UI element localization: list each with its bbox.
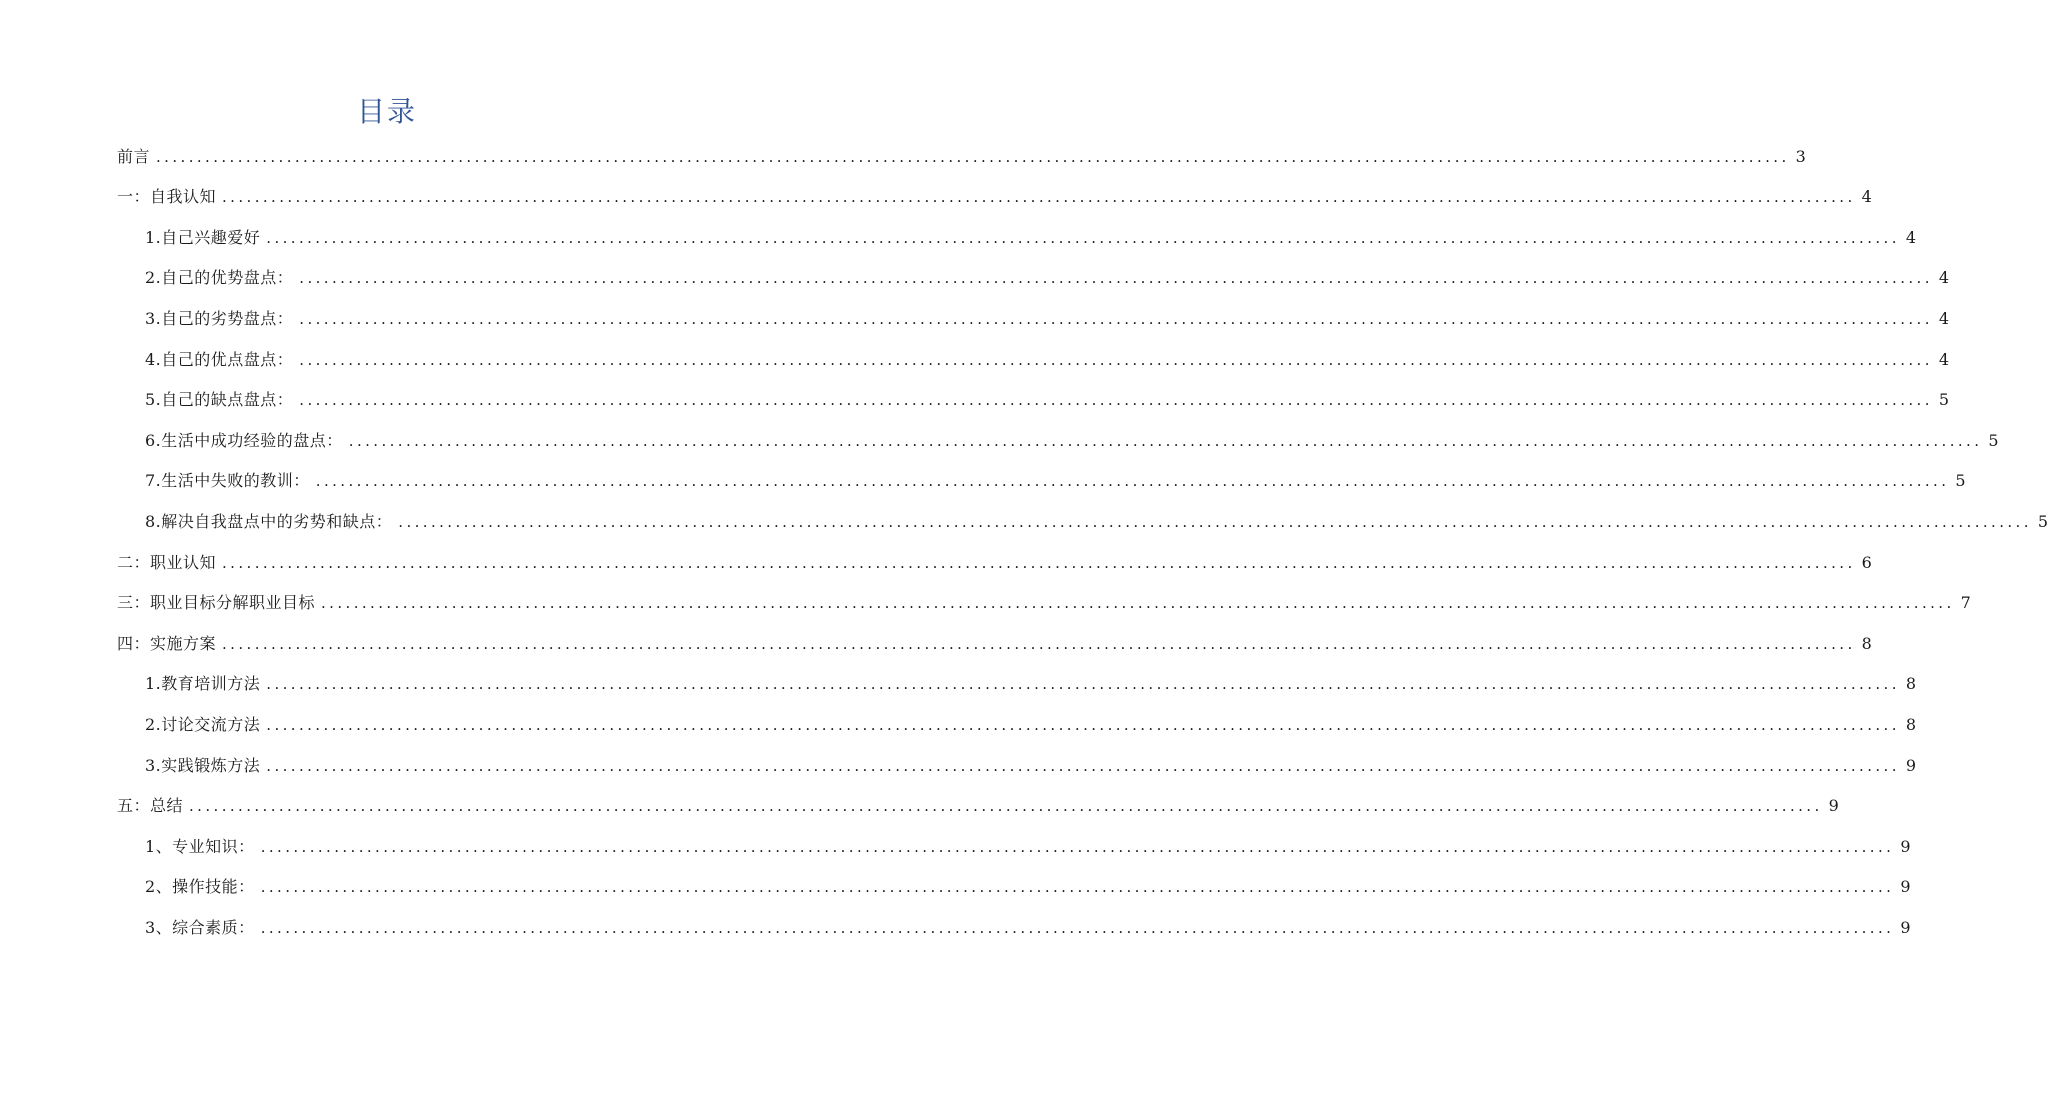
toc-dot-leader: ........................................................................................................................................................................................................	[321, 594, 1955, 613]
toc-entry-label: 3.自己的劣势盘点：	[145, 308, 294, 328]
toc-entry-label: 二：职业认知	[117, 552, 217, 572]
toc-dot-leader: ........................................................................................................................................................................................................	[299, 309, 1933, 328]
toc-entry-label: 一：自我认知	[117, 187, 217, 207]
toc-entry[interactable]	[117, 907, 1911, 948]
toc-dot-leader: ........................................................................................................................................................................................................	[315, 472, 1950, 491]
toc-entry-label: 7.生活中失败的教训：	[145, 471, 310, 491]
toc-entry-page-number: 9	[1905, 755, 1917, 775]
toc-dot-leader: ........................................................................................................................................................................................................	[299, 269, 1933, 288]
toc-entry-label: 1、专业知识：	[145, 836, 255, 856]
toc-entry-page-number: 8	[1905, 714, 1917, 734]
toc-entry-label: 6.生活中成功经验的盘点：	[145, 430, 343, 450]
toc-dot-leader: ........................................................................................................................................................................................................	[260, 878, 1895, 897]
toc-entry-label: 前言	[117, 146, 151, 166]
toc-entry[interactable]	[117, 704, 1917, 745]
toc-dot-leader: ........................................................................................................................................................................................................	[266, 228, 1900, 247]
toc-entry[interactable]	[117, 217, 1917, 258]
toc-dot-leader: ........................................................................................................................................................................................................	[222, 634, 1856, 653]
toc-entry[interactable]	[117, 745, 1917, 786]
toc-entry-label: 1.自己兴趣爱好	[145, 227, 261, 247]
toc-entry[interactable]	[117, 461, 1966, 502]
toc-entry[interactable]	[117, 380, 1950, 421]
toc-dot-leader: ........................................................................................................................................................................................................	[398, 512, 2032, 531]
toc-entry-page-number: 5	[2037, 511, 2048, 531]
toc-entry-label: 1.教育培训方法	[145, 674, 261, 694]
toc-entry-page-number: 4	[1905, 227, 1917, 247]
toc-entry-page-number: 4	[1938, 349, 1950, 369]
toc-entry-label: 3、综合素质：	[145, 917, 255, 937]
toc-dot-leader: ........................................................................................................................................................................................................	[189, 797, 1823, 816]
toc-entry-label: 五：总结	[117, 796, 184, 816]
toc-dot-leader: ........................................................................................................................................................................................................	[266, 715, 1900, 734]
toc-entry-page-number: 9	[1900, 917, 1911, 937]
toc-entry-page-number: 5	[1955, 471, 1966, 491]
toc-dot-leader: ........................................................................................................................................................................................................	[299, 350, 1933, 369]
toc-entry[interactable]	[117, 623, 1872, 664]
toc-entry-label: 2、操作技能：	[145, 877, 255, 897]
toc-dot-leader: ........................................................................................................................................................................................................	[260, 918, 1895, 937]
toc-entry[interactable]	[117, 583, 1971, 624]
toc-entry-page-number: 9	[1828, 796, 1839, 816]
toc-dot-leader: ........................................................................................................................................................................................................	[266, 675, 1900, 694]
toc-entry-page-number: 9	[1900, 836, 1911, 856]
toc-entry-page-number: 7	[1960, 593, 1971, 613]
toc-entry[interactable]	[117, 136, 1806, 177]
toc-entry[interactable]	[117, 542, 1872, 583]
table-of-contents	[117, 136, 2048, 948]
toc-entry-page-number: 5	[1938, 390, 1950, 410]
toc-entry-label: 3.实践锻炼方法	[145, 755, 261, 775]
toc-dot-leader: ........................................................................................................................................................................................................	[222, 188, 1856, 207]
toc-entry[interactable]	[117, 420, 1999, 461]
toc-entry[interactable]	[117, 786, 1839, 827]
toc-entry[interactable]	[117, 258, 1950, 299]
toc-entry[interactable]	[117, 298, 1950, 339]
toc-entry-page-number: 6	[1861, 552, 1872, 572]
toc-entry-page-number: 5	[1988, 430, 1999, 450]
toc-entry-page-number: 4	[1938, 308, 1950, 328]
toc-dot-leader: ........................................................................................................................................................................................................	[156, 147, 1790, 166]
toc-entry[interactable]	[117, 339, 1950, 380]
toc-entry-page-number: 9	[1900, 877, 1911, 897]
toc-dot-leader: ........................................................................................................................................................................................................	[299, 391, 1933, 410]
toc-entry[interactable]	[117, 664, 1917, 705]
toc-entry-page-number: 8	[1905, 674, 1917, 694]
toc-entry[interactable]	[117, 501, 2048, 542]
toc-entry[interactable]	[117, 826, 1911, 867]
toc-entry-label: 三：职业目标分解职业目标	[117, 593, 316, 613]
toc-entry[interactable]	[117, 867, 1911, 908]
toc-entry-label: 四：实施方案	[117, 633, 217, 653]
toc-entry-label: 2.自己的优势盘点：	[145, 268, 294, 288]
toc-entry-page-number: 4	[1861, 187, 1872, 207]
toc-dot-leader: ........................................................................................................................................................................................................	[222, 553, 1856, 572]
toc-entry[interactable]	[117, 177, 1872, 218]
toc-entry-label: 2.讨论交流方法	[145, 714, 261, 734]
toc-entry-page-number: 8	[1861, 633, 1872, 653]
toc-dot-leader: ........................................................................................................................................................................................................	[266, 756, 1900, 775]
toc-entry-label: 5.自己的缺点盘点：	[145, 390, 294, 410]
toc-entry-page-number: 4	[1938, 268, 1950, 288]
toc-title: 目录	[356, 95, 417, 128]
toc-entry-label: 8.解决自我盘点中的劣势和缺点：	[145, 511, 393, 531]
toc-entry-page-number: 3	[1795, 146, 1806, 166]
toc-dot-leader: ........................................................................................................................................................................................................	[348, 431, 1983, 450]
toc-dot-leader: ........................................................................................................................................................................................................	[260, 837, 1895, 856]
toc-entry-label: 4.自己的优点盘点：	[145, 349, 294, 369]
